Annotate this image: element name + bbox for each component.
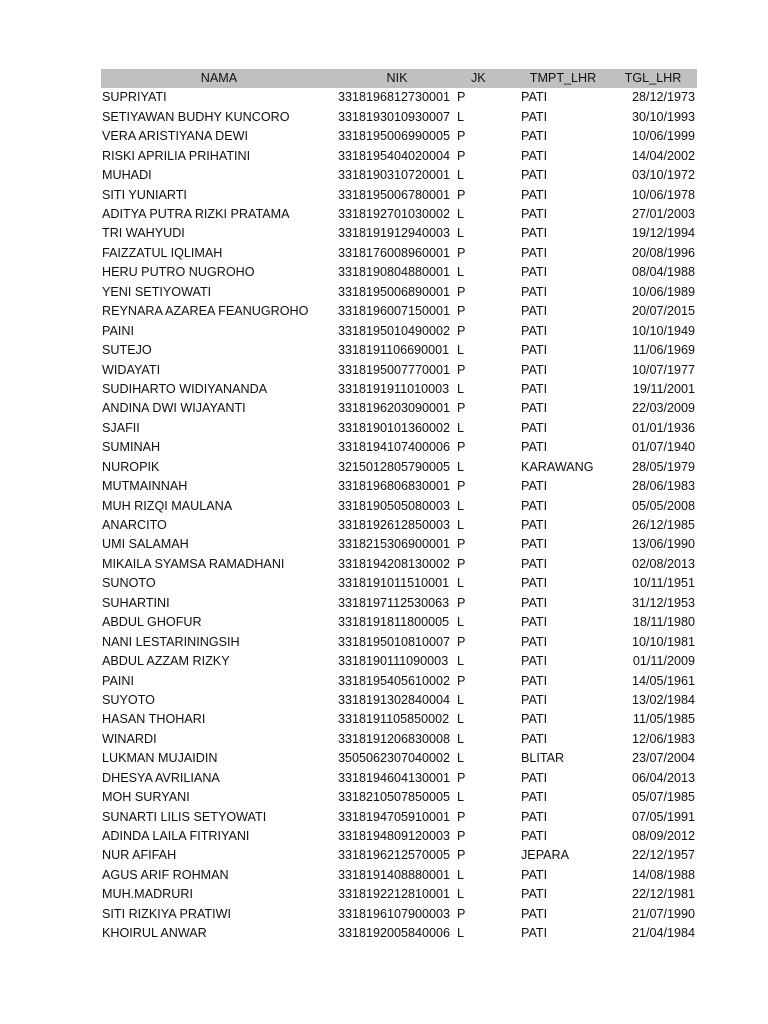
table-row — [101, 399, 697, 418]
cell-nama: ABDUL GHOFUR — [102, 615, 202, 630]
cell-jk: P — [457, 906, 466, 921]
cell-nik: 3318191105850002 — [338, 712, 450, 727]
table-row — [101, 574, 697, 593]
cell-nik: 3318191206830008 — [338, 731, 451, 746]
cell-nama: VERA ARISTIYANA DEWI — [102, 129, 249, 144]
table-row — [101, 361, 697, 380]
cell-tmpt-lhr: PATI — [521, 595, 548, 610]
cell-nama: ANDINA DWI WIJAYANTI — [102, 401, 246, 416]
cell-jk: L — [457, 498, 465, 513]
cell-jk: P — [457, 245, 466, 260]
cell-jk: L — [457, 381, 465, 396]
cell-tmpt-lhr: PATI — [521, 207, 548, 222]
cell-jk: L — [457, 109, 465, 124]
cell-nik: 3318196107900003 — [338, 906, 451, 921]
cell-nik: 3318194809120003 — [338, 829, 451, 844]
cell-tgl-lhr: 10/06/1989 — [631, 284, 695, 299]
table-row — [101, 497, 697, 516]
cell-nik: 3318192212810001 — [338, 887, 451, 902]
cell-nama: SUHARTINI — [102, 595, 170, 610]
cell-tmpt-lhr: PATI — [521, 634, 548, 649]
cell-nik: 3318191011510001 — [338, 576, 450, 591]
cell-tgl-lhr: 20/08/1996 — [631, 245, 695, 260]
cell-tgl-lhr: 06/04/2013 — [631, 770, 695, 785]
cell-nik: 3318195010810007 — [338, 634, 451, 649]
cell-nama: LUKMAN MUJAIDIN — [102, 751, 218, 766]
cell-jk: P — [457, 537, 466, 552]
cell-nama: PAINI — [102, 673, 134, 688]
cell-tmpt-lhr: PATI — [521, 362, 548, 377]
header-tgl-lhr: TGL_LHR — [609, 69, 697, 88]
table-row — [101, 769, 697, 788]
cell-tmpt-lhr: PATI — [521, 323, 548, 338]
cell-jk: P — [457, 809, 466, 824]
cell-tgl-lhr: 11/06/1969 — [632, 343, 695, 358]
cell-tgl-lhr: 01/07/1940 — [631, 440, 695, 455]
cell-tmpt-lhr: PATI — [521, 615, 548, 630]
cell-tgl-lhr: 10/07/1977 — [631, 362, 695, 377]
cell-tmpt-lhr: PATI — [521, 867, 548, 882]
cell-tmpt-lhr: KARAWANG — [521, 459, 594, 474]
cell-tmpt-lhr: JEPARA — [521, 848, 570, 863]
table-row — [101, 808, 697, 827]
cell-nik: 3318197112530063 — [338, 595, 450, 610]
header-tmpt-lhr: TMPT_LHR — [517, 69, 609, 88]
table-row — [101, 749, 697, 768]
cell-tmpt-lhr: PATI — [521, 654, 548, 669]
cell-nama: MUH RIZQI MAULANA — [102, 498, 233, 513]
cell-tgl-lhr: 13/02/1984 — [631, 692, 695, 707]
cell-nama: SUNOTO — [102, 576, 156, 591]
cell-nik: 3318196812730001 — [338, 90, 451, 105]
cell-tmpt-lhr: PATI — [521, 265, 548, 280]
cell-jk: L — [457, 751, 465, 766]
cell-tgl-lhr: 27/01/2003 — [631, 207, 695, 222]
cell-nik: 3318176008960001 — [338, 245, 451, 260]
cell-tgl-lhr: 02/08/2013 — [631, 556, 695, 571]
table-row — [101, 186, 697, 205]
cell-tgl-lhr: 22/12/1957 — [631, 848, 695, 863]
cell-tmpt-lhr: PATI — [521, 401, 548, 416]
header-nik: NIK — [337, 69, 457, 88]
cell-nik: 3318194208130002 — [338, 556, 451, 571]
cell-tgl-lhr: 01/11/2009 — [632, 654, 695, 669]
table-row — [101, 905, 697, 924]
cell-tgl-lhr: 13/06/1990 — [631, 537, 695, 552]
cell-jk: P — [457, 848, 466, 863]
cell-jk: P — [457, 148, 466, 163]
cell-tgl-lhr: 08/09/2012 — [631, 829, 695, 844]
cell-nik: 3215012805790005 — [338, 459, 451, 474]
cell-nama: MUTMAINNAH — [102, 479, 188, 494]
cell-nik: 3318193010930007 — [338, 109, 451, 124]
cell-nama: RISKI APRILIA PRIHATINI — [102, 148, 251, 163]
cell-tgl-lhr: 10/11/1951 — [632, 576, 695, 591]
cell-nik: 3318190310720001 — [338, 168, 451, 183]
table-row — [101, 691, 697, 710]
cell-jk: L — [457, 654, 465, 669]
cell-tgl-lhr: 12/06/1983 — [631, 731, 695, 746]
cell-nama: UMI SALAMAH — [102, 537, 189, 552]
cell-nik: 3318195007770001 — [338, 362, 451, 377]
cell-tmpt-lhr: PATI — [521, 906, 548, 921]
cell-nik: 3318190101360002 — [338, 420, 451, 435]
table-body — [101, 88, 697, 943]
cell-nama: DHESYA AVRILIANA — [102, 770, 220, 785]
cell-tmpt-lhr: PATI — [521, 673, 548, 688]
table-row — [101, 516, 697, 535]
table-row — [101, 535, 697, 554]
cell-nik: 3318195006780001 — [338, 187, 451, 202]
cell-jk: L — [457, 867, 465, 882]
cell-nama: ANARCITO — [102, 518, 167, 533]
cell-jk: L — [457, 887, 465, 902]
cell-tgl-lhr: 21/04/1984 — [631, 926, 695, 941]
cell-tmpt-lhr: PATI — [521, 712, 548, 727]
cell-tmpt-lhr: PATI — [521, 440, 548, 455]
cell-tgl-lhr: 26/12/1985 — [631, 518, 695, 533]
cell-tmpt-lhr: PATI — [521, 556, 548, 571]
table-row — [101, 458, 697, 477]
cell-nik: 3318191811800005 — [338, 615, 450, 630]
cell-tgl-lhr: 05/07/1985 — [631, 790, 695, 805]
cell-jk: L — [457, 712, 465, 727]
cell-jk: L — [457, 420, 465, 435]
cell-tgl-lhr: 28/12/1973 — [631, 90, 695, 105]
cell-nama: SUDIHARTO WIDIYANANDA — [102, 381, 268, 396]
cell-tmpt-lhr: PATI — [521, 187, 548, 202]
cell-nik: 3318191912940003 — [338, 226, 451, 241]
cell-nik: 3505062307040002 — [338, 751, 451, 766]
cell-nik: 3318194604130001 — [338, 770, 451, 785]
table-row — [101, 924, 697, 943]
cell-tgl-lhr: 01/01/1936 — [631, 420, 695, 435]
cell-nama: REYNARA AZAREA FEANUGROHO — [102, 304, 309, 319]
cell-nama: HERU PUTRO NUGROHO — [102, 265, 255, 280]
cell-tmpt-lhr: PATI — [521, 245, 548, 260]
table-row — [101, 88, 697, 107]
cell-nama: NANI LESTARININGSIH — [102, 634, 240, 649]
table-row — [101, 341, 697, 360]
spreadsheet — [101, 69, 697, 944]
table-row — [101, 555, 697, 574]
cell-tgl-lhr: 19/11/2001 — [632, 381, 695, 396]
cell-nik: 3318191106690001 — [338, 343, 450, 358]
table-row — [101, 885, 697, 904]
cell-tgl-lhr: 14/05/1961 — [631, 673, 695, 688]
cell-jk: P — [457, 829, 466, 844]
table-row — [101, 438, 697, 457]
cell-nama: SUNARTI LILIS SETYOWATI — [102, 809, 267, 824]
cell-nik: 3318215306900001 — [338, 537, 451, 552]
cell-nama: FAIZZATUL IQLIMAH — [102, 245, 223, 260]
cell-jk: P — [457, 187, 466, 202]
cell-jk: P — [457, 673, 466, 688]
cell-jk: L — [457, 207, 465, 222]
cell-nik: 3318190505080003 — [338, 498, 451, 513]
cell-nik: 3318210507850005 — [338, 790, 451, 805]
table-row — [101, 283, 697, 302]
cell-nama: AGUS ARIF ROHMAN — [102, 867, 229, 882]
cell-jk: L — [457, 168, 465, 183]
cell-jk: P — [457, 129, 466, 144]
cell-nama: SUYOTO — [102, 692, 155, 707]
cell-tgl-lhr: 07/05/1991 — [631, 809, 695, 824]
table-row — [101, 613, 697, 632]
cell-nik: 3318196806830001 — [338, 479, 451, 494]
cell-tmpt-lhr: PATI — [521, 168, 548, 183]
cell-tgl-lhr: 30/10/1993 — [631, 109, 695, 124]
table-row — [101, 730, 697, 749]
cell-nik: 3318195405610002 — [338, 673, 451, 688]
cell-nama: KHOIRUL ANWAR — [102, 926, 207, 941]
table-row — [101, 322, 697, 341]
cell-nama: TRI WAHYUDI — [102, 226, 185, 241]
cell-nik: 3318191302840004 — [338, 692, 451, 707]
cell-jk: P — [457, 90, 466, 105]
cell-tmpt-lhr: PATI — [521, 829, 548, 844]
cell-tgl-lhr: 05/05/2008 — [631, 498, 695, 513]
cell-nama: SITI YUNIARTI — [102, 187, 187, 202]
table-row — [101, 419, 697, 438]
cell-nama: ABDUL AZZAM RIZKY — [102, 654, 230, 669]
cell-tmpt-lhr: PATI — [521, 926, 548, 941]
cell-jk: L — [457, 731, 465, 746]
header-jk: JK — [457, 69, 517, 88]
cell-nik: 3318192612850003 — [338, 518, 451, 533]
cell-jk: L — [457, 576, 465, 591]
cell-tmpt-lhr: PATI — [521, 90, 548, 105]
cell-tgl-lhr: 22/12/1981 — [631, 887, 695, 902]
cell-nama: WIDAYATI — [102, 362, 161, 377]
cell-tgl-lhr: 31/12/1953 — [631, 595, 695, 610]
cell-tgl-lhr: 20/07/2015 — [631, 304, 695, 319]
table-row — [101, 652, 697, 671]
table-row — [101, 244, 697, 263]
cell-tgl-lhr: 11/05/1985 — [632, 712, 695, 727]
cell-jk: P — [457, 323, 466, 338]
table-row — [101, 594, 697, 613]
cell-jk: P — [457, 634, 466, 649]
table-row — [101, 147, 697, 166]
table-row — [101, 224, 697, 243]
cell-nik: 3318190804880001 — [338, 265, 451, 280]
cell-nik: 3318195006990005 — [338, 129, 451, 144]
cell-tmpt-lhr: PATI — [521, 148, 548, 163]
cell-tmpt-lhr: PATI — [521, 887, 548, 902]
cell-jk: P — [457, 479, 466, 494]
cell-jk: P — [457, 362, 466, 377]
table-row — [101, 205, 697, 224]
cell-jk: L — [457, 790, 465, 805]
table-row — [101, 788, 697, 807]
cell-nik: 3318195006890001 — [338, 284, 451, 299]
cell-jk: L — [457, 265, 465, 280]
table-row — [101, 710, 697, 729]
cell-tmpt-lhr: PATI — [521, 284, 548, 299]
cell-tgl-lhr: 10/06/1978 — [631, 187, 695, 202]
cell-nama: YENI SETIYOWATI — [102, 284, 212, 299]
cell-nama: MIKAILA SYAMSA RAMADHANI — [102, 556, 285, 571]
cell-tmpt-lhr: PATI — [521, 809, 548, 824]
cell-tgl-lhr: 18/11/1980 — [632, 615, 695, 630]
table-row — [101, 166, 697, 185]
header-row — [101, 69, 697, 88]
cell-nama: MUHADI — [102, 168, 152, 183]
cell-tmpt-lhr: PATI — [521, 498, 548, 513]
cell-nama: ADITYA PUTRA RIZKI PRATAMA — [102, 207, 290, 222]
cell-jk: L — [457, 518, 465, 533]
cell-nama: SITI RIZKIYA PRATIWI — [102, 906, 231, 921]
cell-jk: P — [457, 440, 466, 455]
header-nama: NAMA — [101, 69, 337, 88]
cell-tmpt-lhr: PATI — [521, 381, 548, 396]
cell-nik: 3318192701030002 — [338, 207, 451, 222]
cell-nama: ADINDA LAILA FITRIYANI — [102, 829, 250, 844]
cell-tgl-lhr: 03/10/1972 — [631, 168, 695, 183]
cell-nik: 3318191408880001 — [338, 867, 451, 882]
cell-tmpt-lhr: PATI — [521, 479, 548, 494]
table-row — [101, 846, 697, 865]
cell-jk: L — [457, 226, 465, 241]
cell-tgl-lhr: 19/12/1994 — [631, 226, 695, 241]
cell-jk: P — [457, 401, 466, 416]
cell-nik: 3318194107400006 — [338, 440, 451, 455]
cell-nama: MUH.MADRURI — [102, 887, 193, 902]
cell-tmpt-lhr: PATI — [521, 770, 548, 785]
cell-tmpt-lhr: PATI — [521, 343, 548, 358]
table-row — [101, 380, 697, 399]
table-row — [101, 866, 697, 885]
cell-tmpt-lhr: BLITAR — [521, 751, 565, 766]
cell-tmpt-lhr: PATI — [521, 420, 548, 435]
cell-jk: P — [457, 284, 466, 299]
cell-tgl-lhr: 10/10/1949 — [631, 323, 695, 338]
cell-tmpt-lhr: PATI — [521, 576, 548, 591]
cell-nama: NUROPIK — [102, 459, 160, 474]
cell-nik: 3318195010490002 — [338, 323, 451, 338]
table-row — [101, 633, 697, 652]
cell-nik: 3318190111090003 — [338, 654, 449, 669]
cell-nik: 3318196203090001 — [338, 401, 451, 416]
cell-tmpt-lhr: PATI — [521, 537, 548, 552]
cell-jk: P — [457, 556, 466, 571]
table-row — [101, 127, 697, 146]
cell-nama: NUR AFIFAH — [102, 848, 177, 863]
cell-nama: SUTEJO — [102, 343, 152, 358]
table-row — [101, 827, 697, 846]
data-table — [101, 69, 697, 944]
cell-tmpt-lhr: PATI — [521, 226, 548, 241]
cell-jk: L — [457, 459, 465, 474]
cell-nama: MOH SURYANI — [102, 790, 190, 805]
cell-nik: 3318194705910001 — [338, 809, 451, 824]
cell-nik: 3318192005840006 — [338, 926, 451, 941]
cell-tgl-lhr: 08/04/1988 — [631, 265, 695, 280]
cell-jk: L — [457, 615, 465, 630]
table-row — [101, 477, 697, 496]
cell-nik: 3318196212570005 — [338, 848, 451, 863]
cell-tmpt-lhr: PATI — [521, 731, 548, 746]
cell-tgl-lhr: 14/08/1988 — [631, 867, 695, 882]
table-row — [101, 672, 697, 691]
table-row — [101, 302, 697, 321]
cell-nama: SJAFII — [102, 420, 140, 435]
cell-jk: L — [457, 926, 465, 941]
cell-nik: 3318191911010003 — [338, 381, 450, 396]
cell-tmpt-lhr: PATI — [521, 518, 548, 533]
cell-tmpt-lhr: PATI — [521, 129, 548, 144]
cell-jk: P — [457, 595, 466, 610]
cell-nama: SUPRIYATI — [102, 90, 167, 105]
cell-tmpt-lhr: PATI — [521, 109, 548, 124]
cell-tmpt-lhr: PATI — [521, 692, 548, 707]
table-row — [101, 263, 697, 282]
cell-tgl-lhr: 28/06/1983 — [631, 479, 695, 494]
cell-tgl-lhr: 28/05/1979 — [631, 459, 695, 474]
cell-nama: SETIYAWAN BUDHY KUNCORO — [102, 109, 290, 124]
cell-tgl-lhr: 23/07/2004 — [631, 751, 695, 766]
table-row — [101, 108, 697, 127]
cell-tgl-lhr: 22/03/2009 — [631, 401, 695, 416]
cell-tgl-lhr: 10/10/1981 — [631, 634, 695, 649]
cell-nik: 3318195404020004 — [338, 148, 451, 163]
cell-jk: P — [457, 304, 466, 319]
cell-nama: PAINI — [102, 323, 134, 338]
cell-jk: P — [457, 770, 466, 785]
cell-nama: HASAN THOHARI — [102, 712, 206, 727]
cell-tgl-lhr: 14/04/2002 — [631, 148, 695, 163]
cell-jk: L — [457, 343, 465, 358]
cell-tgl-lhr: 10/06/1999 — [631, 129, 695, 144]
cell-nama: WINARDI — [102, 731, 157, 746]
cell-nama: SUMINAH — [102, 440, 161, 455]
cell-tmpt-lhr: PATI — [521, 304, 548, 319]
cell-tgl-lhr: 21/07/1990 — [631, 906, 695, 921]
cell-nik: 3318196007150001 — [338, 304, 451, 319]
cell-tmpt-lhr: PATI — [521, 790, 548, 805]
cell-jk: L — [457, 692, 465, 707]
